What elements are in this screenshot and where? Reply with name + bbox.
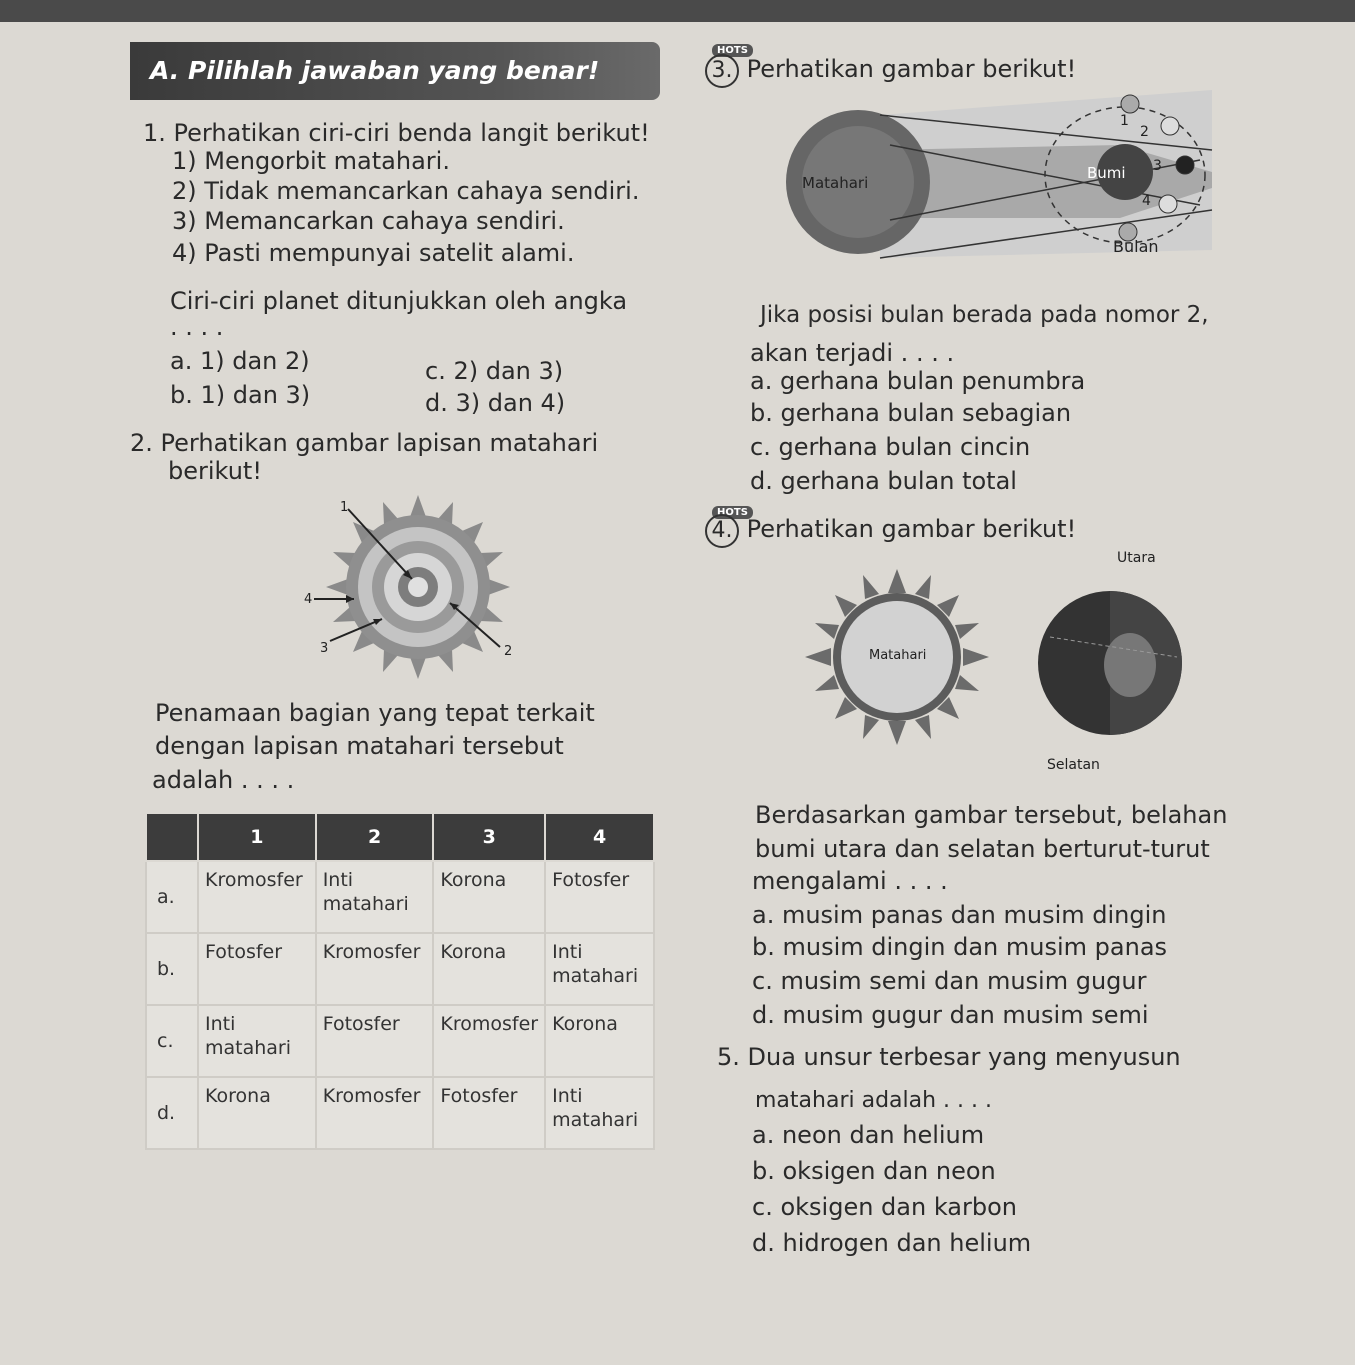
q3-question: Jika posisi bulan berada pada nomor 2, (760, 302, 1209, 328)
q1-item-1: 1) Mengorbit matahari. (172, 147, 450, 175)
table-row[interactable] (146, 861, 654, 933)
q3-prompt: Perhatikan gambar berikut! (746, 55, 1077, 83)
q1-item-4: 4) Pasti mempunyai satelit alami. (172, 239, 575, 267)
moon-label: Bulan (1113, 237, 1159, 256)
sun-label: Matahari (869, 648, 927, 663)
q4-option-d[interactable]: d. musim gugur dan musim semi (752, 1001, 1149, 1029)
hots-badge: HOTS (712, 44, 753, 57)
q3-option-c[interactable]: c. gerhana bulan cincin (750, 433, 1031, 461)
q2-prompt-cont: berikut! (168, 457, 262, 485)
q4-question-cont: bumi utara dan selatan berturut-turut (755, 835, 1210, 863)
q3-option-a[interactable]: a. gerhana bulan penumbra (750, 367, 1086, 395)
table-cell: Kromosfer (316, 1077, 434, 1149)
position-label-4: 4 (1142, 193, 1151, 209)
position-label-1: 1 (1120, 113, 1129, 129)
table-cell: Korona (433, 861, 545, 933)
table-cell: Kromosfer (198, 861, 316, 933)
q1-prompt: 1. Perhatikan ciri-ciri benda langit berikut! (143, 119, 650, 147)
south-label: Selatan (1047, 757, 1100, 773)
q3-question-cont: akan terjadi . . . . (750, 339, 955, 367)
hots-badge: HOTS (712, 506, 753, 519)
table-cell: Kromosfer (316, 933, 434, 1005)
q3-option-b[interactable]: b. gerhana bulan sebagian (750, 399, 1072, 427)
table-cell: Fotosfer (433, 1077, 545, 1149)
q2-prompt: 2. Perhatikan gambar lapisan matahari (130, 429, 599, 457)
table-cell: Fotosfer (316, 1005, 434, 1077)
sun-layers-diagram (290, 495, 530, 685)
section-title: A. Pilihlah jawaban yang benar! (130, 42, 660, 100)
sun-label: Matahari (802, 174, 869, 192)
seasons-diagram (805, 545, 1205, 775)
q4-option-b[interactable]: b. musim dingin dan musim panas (752, 933, 1168, 961)
row-label: a. (146, 861, 198, 933)
q1-option-a[interactable]: a. 1) dan 2) (170, 347, 310, 375)
table-cell: Inti matahari (545, 1077, 654, 1149)
diagram-label-2: 2 (504, 644, 513, 659)
table-cell: Korona (545, 1005, 654, 1077)
position-label-2: 2 (1140, 124, 1149, 140)
q4-prompt: Perhatikan gambar berikut! (746, 515, 1077, 543)
row-label: c. (146, 1005, 198, 1077)
q4-number: 4. (705, 514, 739, 548)
q3-header (705, 54, 1076, 88)
q1-dots: . . . . (170, 313, 224, 341)
table-header: 4 (545, 813, 654, 861)
q5-option-d[interactable]: d. hidrogen dan helium (752, 1229, 1032, 1257)
position-label-3: 3 (1153, 158, 1162, 174)
q5-option-c[interactable]: c. oksigen dan karbon (752, 1193, 1018, 1221)
table-cell: Fotosfer (198, 933, 316, 1005)
diagram-label-3: 3 (320, 641, 329, 656)
q2-question: Penamaan bagian yang tepat terkait (155, 699, 595, 727)
q4-header (705, 514, 1076, 548)
table-cell: Korona (433, 933, 545, 1005)
q5-prompt-cont: matahari adalah . . . . (755, 1088, 993, 1113)
table-header: 2 (316, 813, 434, 861)
row-label: b. (146, 933, 198, 1005)
q1-question: Ciri-ciri planet ditunjukkan oleh angka (170, 287, 628, 315)
table-row[interactable] (146, 1005, 654, 1077)
table-row[interactable] (146, 1077, 654, 1149)
table-row[interactable] (146, 933, 654, 1005)
q1-item-3: 3) Memancarkan cahaya sendiri. (172, 207, 565, 235)
q4-option-a[interactable]: a. musim panas dan musim dingin (752, 901, 1167, 929)
q1-option-d[interactable]: d. 3) dan 4) (425, 389, 566, 417)
table-header: 3 (433, 813, 545, 861)
q1-option-c[interactable]: c. 2) dan 3) (425, 357, 564, 385)
q5-prompt: 5. Dua unsur terbesar yang menyusun (717, 1043, 1181, 1071)
q1-option-b[interactable]: b. 1) dan 3) (170, 381, 311, 409)
q2-answer-table (145, 812, 655, 1150)
diagram-label-4: 4 (304, 592, 313, 607)
q2-question-cont: dengan lapisan matahari tersebut (155, 732, 564, 760)
table-cell: Inti matahari (545, 933, 654, 1005)
page-top-edge (0, 0, 1355, 22)
table-header-row (146, 813, 654, 861)
q4-option-c[interactable]: c. musim semi dan musim gugur (752, 967, 1147, 995)
q1-item-2: 2) Tidak memancarkan cahaya sendiri. (172, 177, 640, 205)
diagram-label-1: 1 (340, 500, 349, 515)
eclipse-diagram (780, 90, 1220, 290)
q4-question-end: mengalami . . . . (752, 867, 948, 895)
q5-option-a[interactable]: a. neon dan helium (752, 1121, 985, 1149)
table-cell: Fotosfer (545, 861, 654, 933)
table-cell: Korona (198, 1077, 316, 1149)
q5-option-b[interactable]: b. oksigen dan neon (752, 1157, 996, 1185)
table-cell: Inti matahari (316, 861, 434, 933)
q3-number: 3. (705, 54, 739, 88)
north-label: Utara (1117, 550, 1156, 566)
q4-question: Berdasarkan gambar tersebut, belahan (755, 801, 1228, 829)
table-cell: Inti matahari (198, 1005, 316, 1077)
q3-option-d[interactable]: d. gerhana bulan total (750, 467, 1017, 495)
table-header: 1 (198, 813, 316, 861)
earth-label: Bumi (1087, 164, 1126, 182)
q2-question-end: adalah . . . . (152, 766, 295, 794)
table-cell: Kromosfer (433, 1005, 545, 1077)
row-label: d. (146, 1077, 198, 1149)
